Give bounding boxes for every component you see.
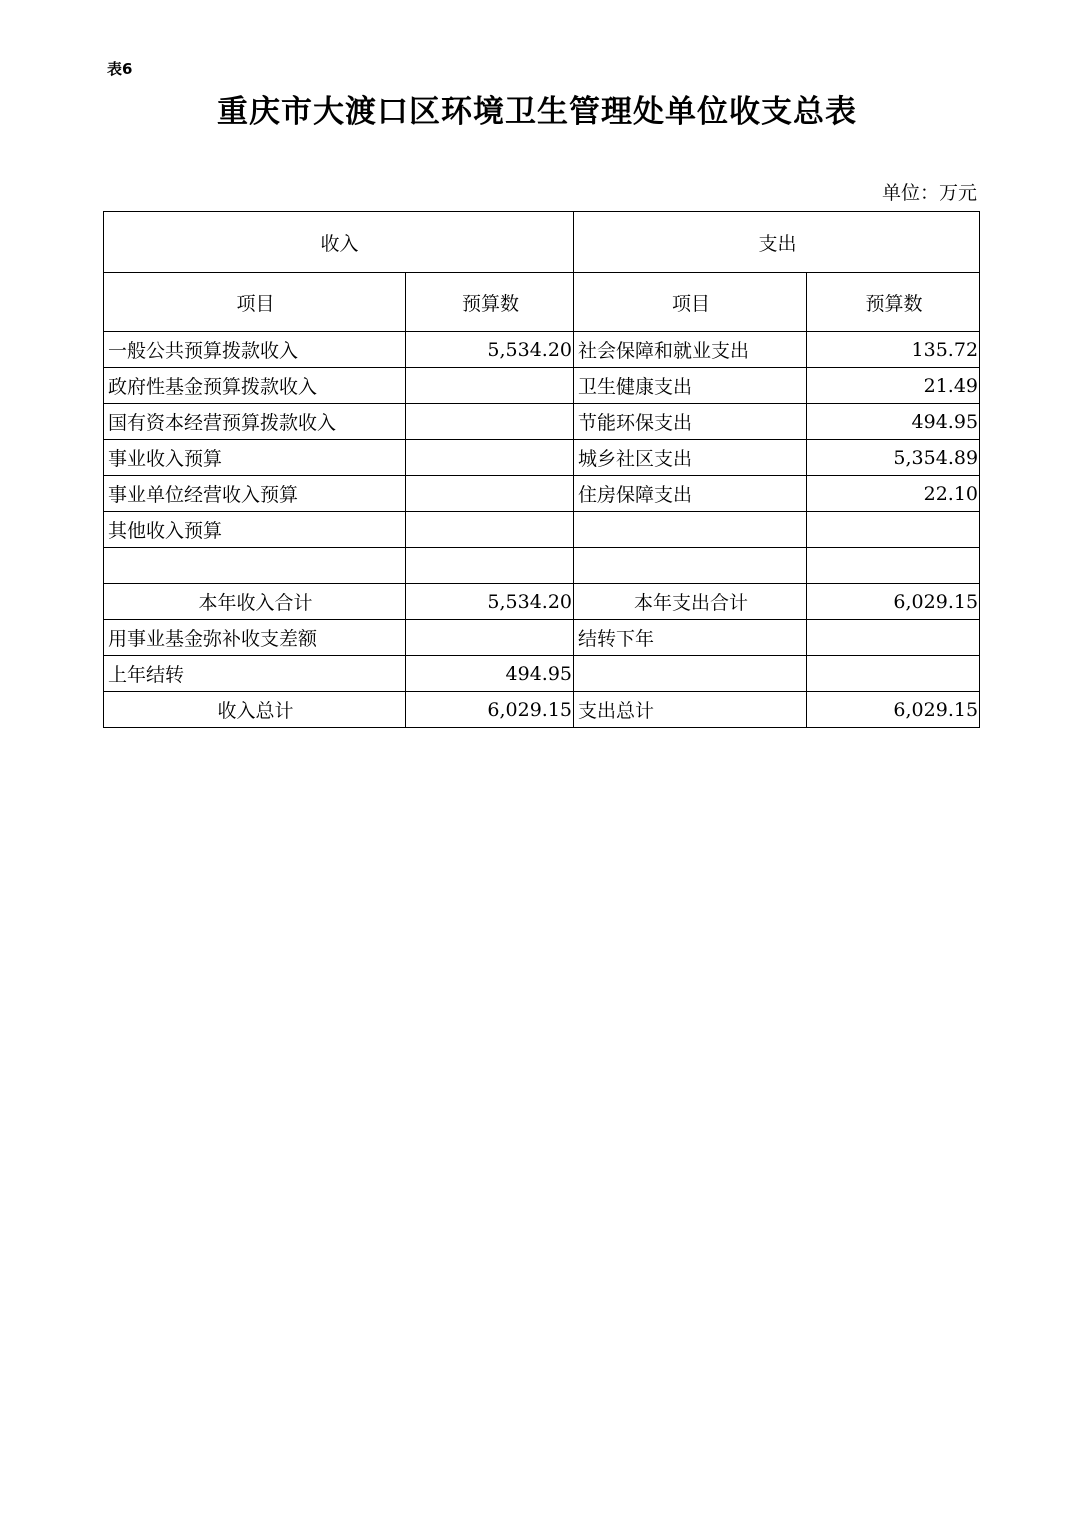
income-item-cell: [104, 548, 406, 584]
income-budget-cell: [406, 476, 574, 512]
expense-budget-cell: 494.95: [807, 404, 980, 440]
expense-item-cell: 卫生健康支出: [574, 368, 807, 404]
expense-item-cell: 节能环保支出: [574, 404, 807, 440]
income-budget-cell: [406, 440, 574, 476]
unit-label: 单位：万元: [881, 182, 977, 204]
income-item-cell: 上年结转: [104, 656, 406, 692]
section-header-row: [104, 212, 980, 273]
expense-total-label: 支出总计: [574, 692, 807, 728]
expense-item-cell: 住房保障支出: [574, 476, 807, 512]
income-budget-cell: 494.95: [406, 656, 574, 692]
income-budget-cell: [406, 404, 574, 440]
income-item-cell: 国有资本经营预算拨款收入: [104, 404, 406, 440]
expense-item-cell: [574, 548, 807, 584]
expense-budget-cell: [807, 656, 980, 692]
table-row: [104, 548, 980, 584]
expense-budget-header: 预算数: [807, 273, 980, 332]
table-row: [104, 476, 980, 512]
income-item-cell: 用事业基金弥补收支差额: [104, 620, 406, 656]
expense-subtotal-label: 本年支出合计: [574, 584, 807, 620]
expense-budget-cell: [807, 512, 980, 548]
expense-item-cell: 城乡社区支出: [574, 440, 807, 476]
expense-item-cell: [574, 656, 807, 692]
income-budget-cell: 5,534.20: [406, 332, 574, 368]
expense-budget-cell: 21.49: [807, 368, 980, 404]
income-item-cell: 其他收入预算: [104, 512, 406, 548]
expense-budget-cell: 5,354.89: [807, 440, 980, 476]
income-subtotal-value: 5,534.20: [406, 584, 574, 620]
income-item-cell: 事业收入预算: [104, 440, 406, 476]
table-number-label: 表6: [107, 60, 133, 78]
expense-section-header: 支出: [574, 212, 980, 273]
income-total-label: 收入总计: [104, 692, 406, 728]
table-row: [104, 620, 980, 656]
table-row: [104, 332, 980, 368]
document-title: 重庆市大渡口区环境卫生管理处单位收支总表: [217, 94, 857, 130]
expense-budget-cell: 22.10: [807, 476, 980, 512]
income-item-cell: 一般公共预算拨款收入: [104, 332, 406, 368]
income-item-cell: 政府性基金预算拨款收入: [104, 368, 406, 404]
income-budget-cell: [406, 512, 574, 548]
table-row: [104, 440, 980, 476]
income-budget-cell: [406, 620, 574, 656]
expense-item-header: 项目: [574, 273, 807, 332]
income-budget-header: 预算数: [406, 273, 574, 332]
income-subtotal-label: 本年收入合计: [104, 584, 406, 620]
expense-item-cell: 结转下年: [574, 620, 807, 656]
table-row: [104, 512, 980, 548]
table-row-total: [104, 692, 980, 728]
budget-summary-table: [103, 211, 980, 728]
expense-item-cell: 社会保障和就业支出: [574, 332, 807, 368]
expense-budget-cell: [807, 548, 980, 584]
expense-budget-cell: 135.72: [807, 332, 980, 368]
table-row-subtotal: [104, 584, 980, 620]
expense-budget-cell: [807, 620, 980, 656]
column-header-row: [104, 273, 980, 332]
income-budget-cell: [406, 548, 574, 584]
table-row: [104, 368, 980, 404]
expense-total-value: 6,029.15: [807, 692, 980, 728]
income-total-value: 6,029.15: [406, 692, 574, 728]
table-row: [104, 656, 980, 692]
income-item-header: 项目: [104, 273, 406, 332]
table-row: [104, 404, 980, 440]
income-budget-cell: [406, 368, 574, 404]
expense-subtotal-value: 6,029.15: [807, 584, 980, 620]
income-item-cell: 事业单位经营收入预算: [104, 476, 406, 512]
expense-item-cell: [574, 512, 807, 548]
income-section-header: 收入: [104, 212, 574, 273]
